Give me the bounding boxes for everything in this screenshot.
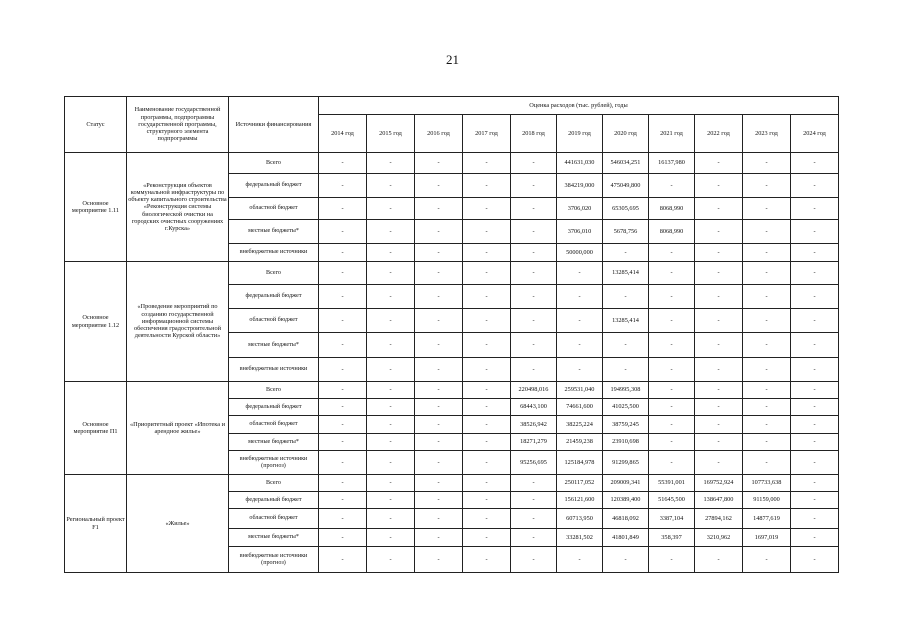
value-cell: 358,397 bbox=[649, 529, 695, 547]
value-cell: - bbox=[319, 333, 367, 358]
value-cell: - bbox=[463, 244, 511, 262]
value-cell: - bbox=[511, 198, 557, 220]
value-cell: - bbox=[695, 309, 743, 333]
value-cell: - bbox=[319, 244, 367, 262]
value-cell: 13285,414 bbox=[603, 309, 649, 333]
value-cell: - bbox=[463, 399, 511, 416]
value-cell: - bbox=[319, 153, 367, 174]
value-cell: 5678,756 bbox=[603, 220, 649, 244]
value-cell: - bbox=[511, 309, 557, 333]
header-year: 2017 год bbox=[463, 115, 511, 153]
value-cell: - bbox=[743, 174, 791, 198]
value-cell: - bbox=[367, 285, 415, 309]
value-cell: 38225,224 bbox=[557, 416, 603, 434]
table-row bbox=[65, 382, 839, 399]
value-cell: - bbox=[319, 451, 367, 475]
page-number: 21 bbox=[446, 52, 459, 67]
value-cell: - bbox=[319, 509, 367, 529]
value-cell: - bbox=[791, 492, 839, 509]
value-cell: - bbox=[649, 174, 695, 198]
value-cell: - bbox=[319, 285, 367, 309]
value-cell: - bbox=[791, 434, 839, 451]
value-cell: - bbox=[695, 285, 743, 309]
value-cell: 23910,698 bbox=[603, 434, 649, 451]
value-cell: - bbox=[415, 309, 463, 333]
value-cell: - bbox=[649, 333, 695, 358]
value-cell: - bbox=[511, 547, 557, 573]
value-cell: - bbox=[319, 399, 367, 416]
value-cell: - bbox=[511, 244, 557, 262]
value-cell: - bbox=[695, 220, 743, 244]
source-cell: Всего bbox=[229, 382, 319, 399]
table-row bbox=[65, 475, 839, 492]
value-cell: - bbox=[557, 309, 603, 333]
value-cell: 125184,978 bbox=[557, 451, 603, 475]
name-cell: «Реконструкция объектов коммунальной инфраструктуры по объекту капитального строительства «Реконструкция системы биологической очистки на городских очистных сооружениях г.Курска» bbox=[127, 153, 229, 262]
value-cell: - bbox=[743, 358, 791, 382]
value-cell: - bbox=[743, 333, 791, 358]
value-cell: - bbox=[367, 309, 415, 333]
value-cell: - bbox=[791, 220, 839, 244]
value-cell: - bbox=[743, 220, 791, 244]
value-cell: - bbox=[791, 451, 839, 475]
value-cell: - bbox=[603, 358, 649, 382]
value-cell: 250117,052 bbox=[557, 475, 603, 492]
source-cell: областной бюджет bbox=[229, 416, 319, 434]
status-cell: Основное мероприятие П1 bbox=[65, 382, 127, 475]
value-cell: - bbox=[415, 492, 463, 509]
value-cell: - bbox=[319, 547, 367, 573]
value-cell: - bbox=[415, 451, 463, 475]
value-cell: - bbox=[319, 262, 367, 285]
value-cell: 3387,104 bbox=[649, 509, 695, 529]
value-cell: - bbox=[463, 309, 511, 333]
source-cell: внебюджетные источники bbox=[229, 358, 319, 382]
source-cell: федеральный бюджет bbox=[229, 399, 319, 416]
value-cell: - bbox=[791, 475, 839, 492]
header-name: Наименование государственной программы, подпрограммы государственной программы, структурного элемента подпрограммы bbox=[127, 97, 229, 153]
value-cell: - bbox=[415, 475, 463, 492]
value-cell: - bbox=[743, 399, 791, 416]
value-cell: - bbox=[511, 262, 557, 285]
value-cell: - bbox=[367, 262, 415, 285]
source-cell: Всего bbox=[229, 153, 319, 174]
value-cell: - bbox=[319, 529, 367, 547]
value-cell: 8068,990 bbox=[649, 220, 695, 244]
value-cell: - bbox=[367, 416, 415, 434]
value-cell: - bbox=[367, 174, 415, 198]
value-cell: 209009,341 bbox=[603, 475, 649, 492]
value-cell: - bbox=[695, 174, 743, 198]
value-cell: - bbox=[791, 262, 839, 285]
value-cell: - bbox=[367, 509, 415, 529]
value-cell: - bbox=[743, 244, 791, 262]
value-cell: 38759,245 bbox=[603, 416, 649, 434]
value-cell: - bbox=[791, 416, 839, 434]
value-cell: 441631,030 bbox=[557, 153, 603, 174]
value-cell: - bbox=[463, 416, 511, 434]
source-cell: федеральный бюджет bbox=[229, 285, 319, 309]
header-sources: Источники финансирования bbox=[229, 97, 319, 153]
value-cell: - bbox=[603, 547, 649, 573]
value-cell: - bbox=[367, 399, 415, 416]
value-cell: - bbox=[367, 529, 415, 547]
value-cell: 91299,865 bbox=[603, 451, 649, 475]
value-cell: - bbox=[319, 174, 367, 198]
value-cell: - bbox=[367, 244, 415, 262]
value-cell: - bbox=[695, 382, 743, 399]
value-cell: - bbox=[415, 153, 463, 174]
value-cell: - bbox=[649, 309, 695, 333]
value-cell: - bbox=[463, 451, 511, 475]
value-cell: 46818,092 bbox=[603, 509, 649, 529]
value-cell: 41801,849 bbox=[603, 529, 649, 547]
value-cell: - bbox=[511, 285, 557, 309]
value-cell: - bbox=[557, 262, 603, 285]
value-cell: - bbox=[319, 434, 367, 451]
value-cell: - bbox=[557, 358, 603, 382]
value-cell: - bbox=[743, 416, 791, 434]
value-cell: 91159,000 bbox=[743, 492, 791, 509]
value-cell: - bbox=[649, 416, 695, 434]
value-cell: - bbox=[603, 244, 649, 262]
header-year: 2018 год bbox=[511, 115, 557, 153]
value-cell: - bbox=[463, 475, 511, 492]
source-cell: местные бюджеты* bbox=[229, 529, 319, 547]
value-cell: - bbox=[463, 220, 511, 244]
value-cell: - bbox=[791, 509, 839, 529]
budget-table bbox=[64, 96, 839, 573]
value-cell: - bbox=[649, 434, 695, 451]
name-cell: «Проведение мероприятий по созданию государственной информационной системы обеспечения градостроительной деятельности Курской области» bbox=[127, 262, 229, 382]
value-cell: - bbox=[695, 358, 743, 382]
value-cell: - bbox=[415, 262, 463, 285]
source-cell: федеральный бюджет bbox=[229, 174, 319, 198]
source-cell: областной бюджет bbox=[229, 509, 319, 529]
value-cell: 68443,100 bbox=[511, 399, 557, 416]
value-cell: - bbox=[791, 174, 839, 198]
value-cell: - bbox=[463, 174, 511, 198]
value-cell: - bbox=[791, 333, 839, 358]
value-cell: - bbox=[415, 174, 463, 198]
value-cell: - bbox=[319, 309, 367, 333]
table-row bbox=[65, 153, 839, 174]
value-cell: - bbox=[791, 399, 839, 416]
value-cell: - bbox=[791, 529, 839, 547]
value-cell: - bbox=[463, 509, 511, 529]
value-cell: - bbox=[319, 475, 367, 492]
value-cell: - bbox=[557, 285, 603, 309]
status-cell: Региональный проект F1 bbox=[65, 475, 127, 573]
value-cell: - bbox=[649, 358, 695, 382]
value-cell: - bbox=[319, 382, 367, 399]
value-cell: - bbox=[415, 333, 463, 358]
value-cell: - bbox=[743, 153, 791, 174]
value-cell: 8068,990 bbox=[649, 198, 695, 220]
value-cell: 21459,238 bbox=[557, 434, 603, 451]
value-cell: 60713,950 bbox=[557, 509, 603, 529]
value-cell: 33281,502 bbox=[557, 529, 603, 547]
status-cell: Основное мероприятие 1.12 bbox=[65, 262, 127, 382]
value-cell: 384219,000 bbox=[557, 174, 603, 198]
value-cell: - bbox=[319, 198, 367, 220]
value-cell: - bbox=[319, 358, 367, 382]
value-cell: - bbox=[367, 358, 415, 382]
value-cell: - bbox=[415, 382, 463, 399]
source-cell: местные бюджеты* bbox=[229, 220, 319, 244]
value-cell: - bbox=[367, 451, 415, 475]
value-cell: - bbox=[511, 475, 557, 492]
value-cell: - bbox=[791, 244, 839, 262]
value-cell: - bbox=[695, 198, 743, 220]
value-cell: 55391,001 bbox=[649, 475, 695, 492]
value-cell: - bbox=[463, 153, 511, 174]
value-cell: - bbox=[415, 399, 463, 416]
value-cell: 475049,800 bbox=[603, 174, 649, 198]
value-cell: 194995,308 bbox=[603, 382, 649, 399]
value-cell: - bbox=[791, 358, 839, 382]
source-cell: внебюджетные источники (прогноз) bbox=[229, 547, 319, 573]
source-cell: областной бюджет bbox=[229, 198, 319, 220]
value-cell: 220498,016 bbox=[511, 382, 557, 399]
value-cell: 14877,619 bbox=[743, 509, 791, 529]
value-cell: 38526,942 bbox=[511, 416, 557, 434]
value-cell: - bbox=[415, 285, 463, 309]
value-cell: 138647,800 bbox=[695, 492, 743, 509]
value-cell: - bbox=[511, 492, 557, 509]
value-cell: - bbox=[743, 285, 791, 309]
header-year: 2019 год bbox=[557, 115, 603, 153]
value-cell: - bbox=[695, 547, 743, 573]
value-cell: - bbox=[463, 285, 511, 309]
value-cell: - bbox=[511, 333, 557, 358]
value-cell: 27894,162 bbox=[695, 509, 743, 529]
value-cell: - bbox=[511, 529, 557, 547]
source-cell: местные бюджеты* bbox=[229, 434, 319, 451]
source-cell: внебюджетные источники bbox=[229, 244, 319, 262]
value-cell: 16137,980 bbox=[649, 153, 695, 174]
value-cell: - bbox=[603, 285, 649, 309]
value-cell: 120389,400 bbox=[603, 492, 649, 509]
value-cell: - bbox=[649, 244, 695, 262]
value-cell: - bbox=[415, 529, 463, 547]
value-cell: - bbox=[463, 382, 511, 399]
header-year: 2024 год bbox=[791, 115, 839, 153]
value-cell: - bbox=[649, 399, 695, 416]
source-cell: Всего bbox=[229, 475, 319, 492]
value-cell: 51645,500 bbox=[649, 492, 695, 509]
value-cell: - bbox=[695, 153, 743, 174]
value-cell: - bbox=[511, 153, 557, 174]
value-cell: - bbox=[649, 262, 695, 285]
value-cell: - bbox=[695, 416, 743, 434]
table-row bbox=[65, 262, 839, 285]
value-cell: - bbox=[603, 333, 649, 358]
value-cell: - bbox=[649, 285, 695, 309]
value-cell: - bbox=[511, 174, 557, 198]
value-cell: - bbox=[743, 382, 791, 399]
value-cell: - bbox=[743, 198, 791, 220]
value-cell: 3706,020 bbox=[557, 198, 603, 220]
value-cell: 13285,414 bbox=[603, 262, 649, 285]
value-cell: 41025,500 bbox=[603, 399, 649, 416]
value-cell: - bbox=[415, 220, 463, 244]
value-cell: - bbox=[649, 547, 695, 573]
value-cell: - bbox=[367, 220, 415, 244]
value-cell: - bbox=[695, 333, 743, 358]
value-cell: - bbox=[415, 198, 463, 220]
value-cell: - bbox=[743, 547, 791, 573]
header-year: 2023 год bbox=[743, 115, 791, 153]
value-cell: - bbox=[791, 547, 839, 573]
value-cell: - bbox=[791, 285, 839, 309]
value-cell: - bbox=[743, 451, 791, 475]
value-cell: - bbox=[463, 333, 511, 358]
value-cell: - bbox=[695, 451, 743, 475]
value-cell: - bbox=[415, 416, 463, 434]
value-cell: - bbox=[463, 492, 511, 509]
value-cell: 50000,000 bbox=[557, 244, 603, 262]
value-cell: - bbox=[649, 451, 695, 475]
value-cell: - bbox=[367, 492, 415, 509]
value-cell: - bbox=[367, 434, 415, 451]
value-cell: - bbox=[557, 333, 603, 358]
source-cell: местные бюджеты* bbox=[229, 333, 319, 358]
value-cell: - bbox=[367, 547, 415, 573]
source-cell: Всего bbox=[229, 262, 319, 285]
value-cell: 3706,010 bbox=[557, 220, 603, 244]
value-cell: 107733,638 bbox=[743, 475, 791, 492]
value-cell: - bbox=[415, 434, 463, 451]
value-cell: - bbox=[791, 382, 839, 399]
value-cell: - bbox=[743, 262, 791, 285]
value-cell: - bbox=[319, 416, 367, 434]
status-cell: Основное мероприятие 1.11 bbox=[65, 153, 127, 262]
value-cell: - bbox=[463, 198, 511, 220]
value-cell: - bbox=[791, 198, 839, 220]
header-year: 2020 год bbox=[603, 115, 649, 153]
value-cell: - bbox=[695, 434, 743, 451]
header-status: Статус bbox=[65, 97, 127, 153]
value-cell: - bbox=[463, 529, 511, 547]
value-cell: - bbox=[695, 399, 743, 416]
value-cell: - bbox=[695, 262, 743, 285]
header-estimate: Оценка расходов (тыс. рублей), годы bbox=[319, 97, 839, 115]
value-cell: - bbox=[463, 358, 511, 382]
value-cell: 259531,040 bbox=[557, 382, 603, 399]
value-cell: - bbox=[367, 382, 415, 399]
value-cell: - bbox=[743, 309, 791, 333]
value-cell: - bbox=[463, 434, 511, 451]
value-cell: 169752,924 bbox=[695, 475, 743, 492]
name-cell: «Жилье» bbox=[127, 475, 229, 573]
value-cell: 18271,279 bbox=[511, 434, 557, 451]
value-cell: - bbox=[367, 153, 415, 174]
value-cell: - bbox=[367, 475, 415, 492]
header-year: 2014 год bbox=[319, 115, 367, 153]
source-cell: областной бюджет bbox=[229, 309, 319, 333]
value-cell: - bbox=[319, 492, 367, 509]
header-year: 2021 год bbox=[649, 115, 695, 153]
value-cell: - bbox=[791, 309, 839, 333]
value-cell: - bbox=[511, 509, 557, 529]
value-cell: 65305,695 bbox=[603, 198, 649, 220]
value-cell: 1697,019 bbox=[743, 529, 791, 547]
value-cell: - bbox=[511, 358, 557, 382]
value-cell: 95256,695 bbox=[511, 451, 557, 475]
value-cell: - bbox=[463, 262, 511, 285]
value-cell: - bbox=[743, 434, 791, 451]
value-cell: 156121,600 bbox=[557, 492, 603, 509]
value-cell: 74661,600 bbox=[557, 399, 603, 416]
name-cell: «Приоритетный проект «Ипотека и арендное жилье» bbox=[127, 382, 229, 475]
value-cell: - bbox=[557, 547, 603, 573]
value-cell: - bbox=[367, 333, 415, 358]
value-cell: 3210,962 bbox=[695, 529, 743, 547]
value-cell: 546034,251 bbox=[603, 153, 649, 174]
value-cell: - bbox=[695, 244, 743, 262]
value-cell: - bbox=[415, 358, 463, 382]
header-year: 2022 год bbox=[695, 115, 743, 153]
source-cell: федеральный бюджет bbox=[229, 492, 319, 509]
value-cell: - bbox=[319, 220, 367, 244]
source-cell: внебюджетные источники (прогноз) bbox=[229, 451, 319, 475]
header-year: 2015 год bbox=[367, 115, 415, 153]
value-cell: - bbox=[415, 547, 463, 573]
value-cell: - bbox=[511, 220, 557, 244]
value-cell: - bbox=[367, 198, 415, 220]
value-cell: - bbox=[415, 244, 463, 262]
value-cell: - bbox=[649, 382, 695, 399]
value-cell: - bbox=[415, 509, 463, 529]
header-year: 2016 год bbox=[415, 115, 463, 153]
value-cell: - bbox=[791, 153, 839, 174]
value-cell: - bbox=[463, 547, 511, 573]
